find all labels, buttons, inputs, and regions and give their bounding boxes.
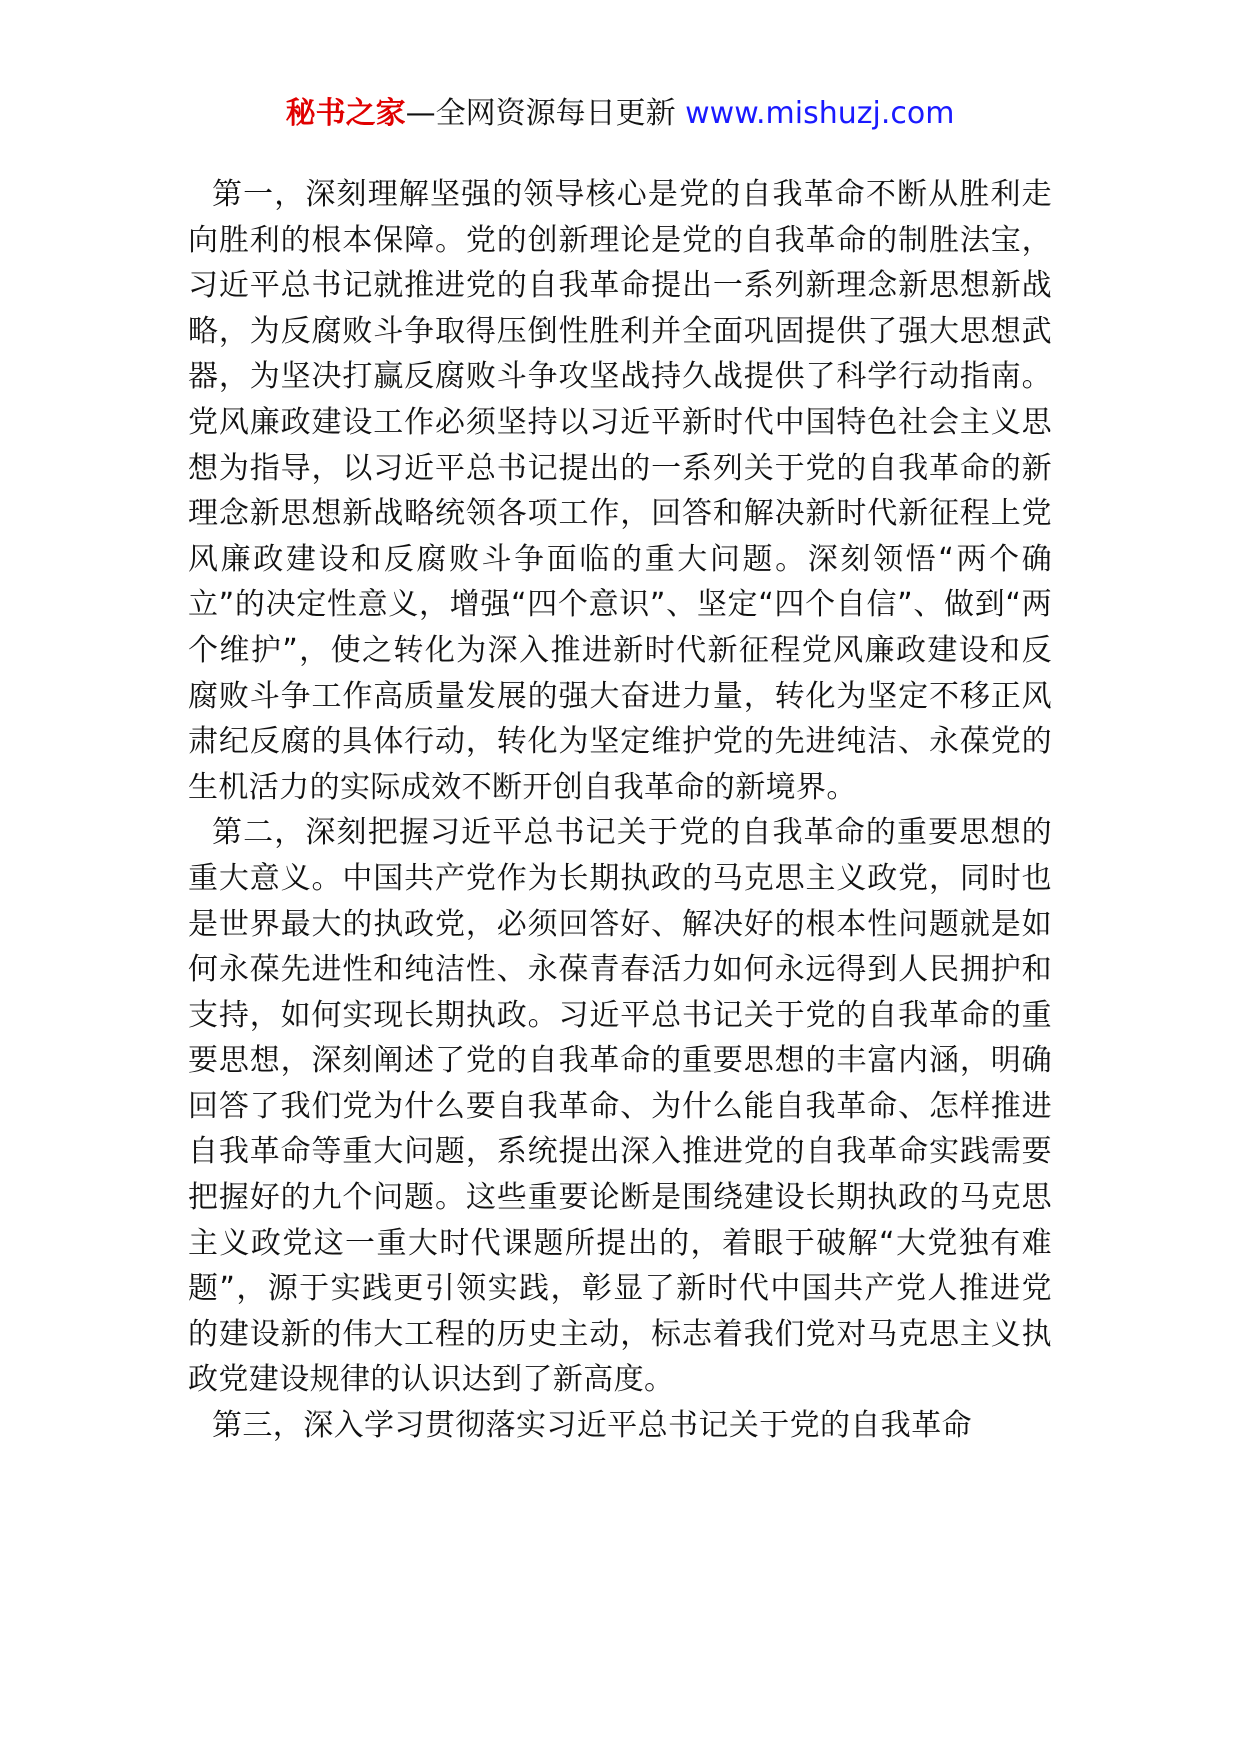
header-tagline: —全网资源每日更新 xyxy=(405,96,686,131)
paragraph-2: 第二，深刻把握习近平总书记关于党的自我革命的重要思想的重大意义。中国共产党作为长期执政的马克思主义政党，同时也是世界最大的执政党，必须回答好、解决好的根本性问题就是如何永葆先进性和纯洁性、永葆青春活力如何永远得到人民拥护和支持，如何实现长期执政。习近平总书记关于党的自我革命的重要思想，深刻阐述了党的自我革命的重要思想的丰富内涵，明确回答了我们党为什么要自我革命、为什么能自我革命、怎样推进自我革命等重大问题，系统提出深入推进党的自我革命实践需要把握好的九个问题。这些重要论断是围绕建设长期执政的马克思主义政党这一重大时代课题所提出的，着眼于破解“大党独有难题”，源于实践更引领实践，彰显了新时代中国共产党人推进党的建设新的伟大工程的历史主动，标志着我们党对马克思主义执政党建设规律的认识达到了新高度。 xyxy=(188,815,1052,1398)
site-url-link[interactable]: www.mishuzj.com xyxy=(685,96,955,131)
document-body xyxy=(188,172,1052,1449)
page-header xyxy=(0,94,1240,134)
paragraph-3: 第三，深入学习贯彻落实习近平总书记关于党的自我革命 xyxy=(212,1408,972,1444)
paragraph-1: 第一，深刻理解坚强的领导核心是党的自我革命不断从胜利走向胜利的根本保障。党的创新理论是党的自我革命的制胜法宝，习近平总书记就推进党的自我革命提出一系列新理念新思想新战略，为反腐败斗争取得压倒性胜利并全面巩固提供了强大思想武器，为坚决打赢反腐败斗争攻坚战持久战提供了科学行动指南。党风廉政建设工作必须坚持以习近平新时代中国特色社会主义思想为指导，以习近平总书记提出的一系列关于党的自我革命的新理念新思想新战略统领各项工作，回答和解决新时代新征程上党风廉政建设和反腐败斗争面临的重大问题。深刻领悟“两个确立”的决定性意义，增强“四个意识”、坚定“四个自信”、做到“两个维护”，使之转化为深入推进新时代新征程党风廉政建设和反腐败斗争工作高质量发展的强大奋进力量，转化为坚定不移正风肃纪反腐的具体行动，转化为坚定维护党的先进纯洁、永葆党的生机活力的实际成效不断开创自我革命的新境界。 xyxy=(188,177,1052,805)
brand-name: 秘书之家 xyxy=(285,96,406,131)
